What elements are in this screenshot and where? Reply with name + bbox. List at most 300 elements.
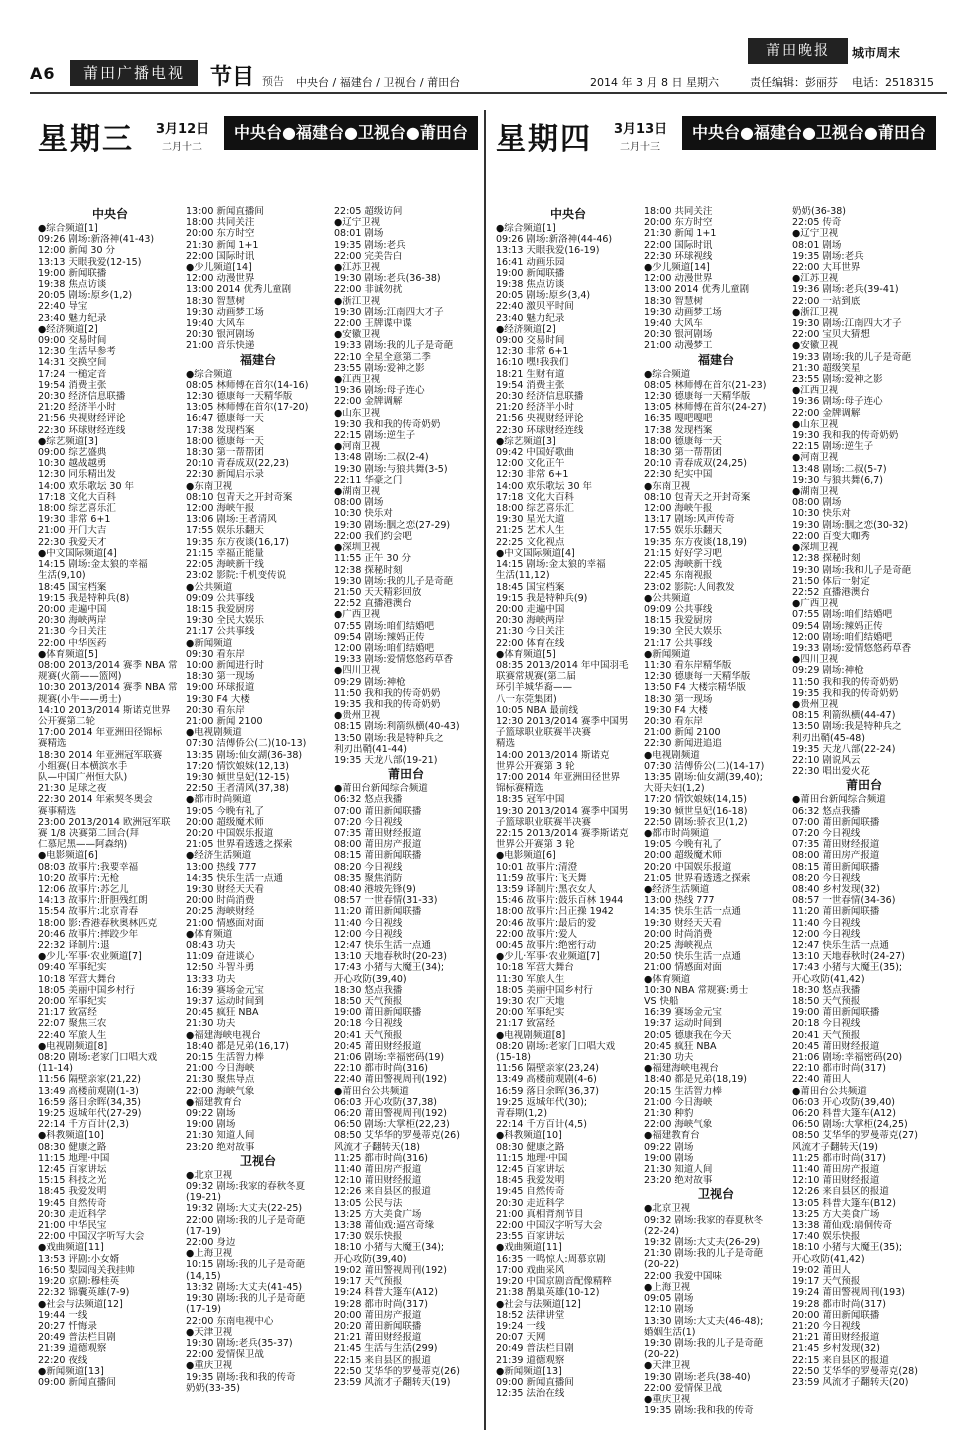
program-line: 21:30 剧场:我的儿子是奇葩 [644,1248,764,1260]
program-line: 22:00 爱情保卫战 [644,1382,722,1394]
channel-heading: ●贵州卫视 [334,710,381,722]
program-line: 19:00 剧场 [186,1119,236,1131]
program-line: 20:41 天气预报 [792,1029,861,1041]
program-line: 13:38 莆仙戏:扇侗传奇 [792,1220,893,1232]
program-line: 11:50 我和我的传奇奶奶 [792,676,899,688]
program-line: 19:20 京剧:穆桂英 [38,1276,120,1288]
program-line: 19:20 中国京剧音配像精粹 [496,1276,612,1288]
program-line: 19:30 剧场:江南四大才子 [792,318,902,330]
channel-heading: ●安徽卫视 [334,329,381,341]
program-line: 19:30 财经天天看 [644,917,722,929]
program-line: 11:09 奋进谈心 [186,951,255,963]
program-line: 22:00 宝贝大猜想 [792,329,870,341]
program-line: 20:45 疯狂 NBA [644,1040,717,1052]
program-line: 22:00 体育在线 [496,637,565,649]
program-line: 14:13 故事片:肝胆残红朗 [38,895,148,907]
program-line: 20:45 莆田财经报道 [792,1040,880,1052]
program-line: 21:20 今日视线 [792,1320,861,1332]
program-line: 18:05 美丽中国乡村行 [496,984,593,996]
program-line: 09:00 新闻直播间 [496,1376,574,1388]
program-line: 09:00 交易时间 [38,335,107,347]
program-line: 11:15 地理·中国 [496,1152,568,1164]
program-line: 12:38 探秘时刻 [792,553,861,565]
program-line: 06:32 悠点我播 [792,805,861,817]
program-line: 10:30 NBA 常规赛:勇士 [644,984,749,996]
program-line: 22:10 剧说风云 [792,754,861,766]
program-line: 18:00 综艺喜乐汇 [38,503,116,515]
channel-heading: ●浙江卫视 [334,295,381,307]
program-line: 19:35 剧场:老兵 [334,239,406,251]
program-line: 11:56 隔壁亲家(23,24) [496,1063,600,1075]
program-line: 19:37 运动时间到 [186,996,264,1008]
program-line: 08:00 莆田房产报道 [334,839,422,851]
program-line: (20-22) [644,1259,680,1271]
program-line: 08:30 健康之路 [496,1141,565,1153]
channel-heading: ●经济生活频道 [644,883,710,895]
program-line: 19:30 星光大道 [496,514,565,526]
program-line: 08:20 今日视线 [334,861,403,873]
program-line: (19-21) [186,1192,222,1204]
program-line: 19:33 剧场:我的儿子是奇葩 [792,351,912,363]
program-line: 12:10 莆田财经报道 [792,1175,880,1187]
program-line: 08:57 一世春情(34-36) [792,895,896,907]
program-line: 19:45 自然传奇 [496,1186,565,1198]
program-line: 20:30 看东岸 [644,715,703,727]
program-line: 12:26 来自县区的报道 [334,1186,431,1198]
program-line: 19:30 财经天天看 [186,883,264,895]
program-line: 18:30 2014 年亚洲冠军联赛 [38,749,163,761]
program-line: 18:10 小猪与大魔王(34); [334,1242,445,1254]
program-line: 18:10 小猪与大魔王(35); [792,1242,903,1254]
program-line: 生活(11,12) [496,570,550,582]
program-line: 22:30 环球财经连线 [38,424,126,436]
program-line: 19:30 2013/2014 赛季中国男 [496,805,629,817]
program-line: 19:30 剧场:老兵(38-40) [644,1371,751,1383]
channel-heading: ●重庆卫视 [186,1360,233,1372]
program-line: 22:40 莆田警视周刊(192) [334,1074,447,1086]
program-line: 11:40 莆田房产报道 [334,1164,422,1176]
program-line: 23:40 魅力纪录 [496,312,565,324]
program-line: 风流才子翻转天(19) [792,1141,879,1153]
program-line: 12:38 探秘时刻 [334,564,403,576]
program-line: 13:05 公民与法 [334,1197,403,1209]
program-line: 13:48 剧场:二叔(5-7) [792,463,887,475]
program-line: 子篮球职业联赛半决赛 [496,727,592,739]
channel-heading: ●中文国际频道[4] [38,547,117,559]
program-line: 19:30 剧场:老兵(36-38) [334,273,441,285]
program-line: 13:10 天地春秋时(20-23) [334,951,447,963]
program-line: 14:15 剧场:金太狼的幸福 [496,559,606,571]
program-line: 12:50 斗智斗勇 [186,962,255,974]
program-line: 21:00 音乐快递 [186,340,255,352]
program-line: 09:42 中国好歌曲 [496,447,574,459]
program-line: 23:20 绝对故事 [186,1141,255,1153]
program-line: 19:38 焦点访谈 [38,279,107,291]
channel-heading: ●福建海峡电视台 [644,1063,719,1075]
program-line: 07:30 洁傅侨公(二)(14-17) [644,760,765,772]
program-line: 19:30 F4 大楼 [644,704,708,716]
program-line: 08:05 林师傅在首尔(14-16) [186,379,309,391]
program-line: 18:00 德康每一天 [644,435,722,447]
program-line: 八一东莞集团) [496,693,557,705]
program-line: 19:30 剧场:我和儿子是奇葩 [792,564,912,576]
program-line: 13:48 剧场:二叔(2-4) [334,452,429,464]
program-line: 20:25 海峡财经 [186,906,255,918]
program-line: 22:30 环球视线 [644,250,713,262]
program-line: 18:00 共同关注 [186,217,255,229]
day-date: 3月12日 [156,122,210,137]
program-line: 19:00 新闻联播 [38,267,107,279]
program-line: 20:30 走近科学 [38,1208,107,1220]
program-line: 11:20 莆田新闻联播 [792,906,880,918]
program-line: 13:33 功夫 [186,973,236,985]
channel-heading: ●东南卫视 [186,480,233,492]
program-line: 21:50 体后一射定 [792,575,870,587]
program-line: 08:35 2013/2014 年中国羽毛 [496,659,629,671]
program-line: 12:10 剧场 [644,1304,694,1316]
program-line: 22:40 军旅人生 [38,1029,107,1041]
program-line: 13:35 剧场:仙女湖(36-38) [186,749,303,761]
program-line: 世界公开赛第 3 轮 [496,760,575,772]
program-line: 21:00 新闻 2100 [186,715,263,727]
program-line: 11:40 莆田房产报道 [792,1164,880,1176]
program-line: (11-14) [38,1063,74,1075]
program-line: 08:10 包青天之开封奇案 [186,491,293,503]
program-line: 20:25 海峡视点 [644,940,713,951]
program-line: 20:30 经济信息联播 [496,391,584,403]
program-line: 08:40 乡村发现(32) [792,883,880,895]
schedule-column [496,206,640,1434]
program-line: 09:09 公共事线 [186,592,255,604]
program-line: 10:15 剧场:我的儿子是奇葩 [186,1259,306,1271]
program-line: 22:15 剧场:逆生子 [792,441,874,453]
station-heading: 福建台 [697,352,734,367]
program-line: 22:00 中国汉字听写大会 [38,1231,145,1243]
program-line: 22:25 文化视点 [496,536,565,548]
program-line: 20:27 忏悔录 [38,1320,97,1332]
program-line: 12:30 2013/2014 赛季中国男 [496,715,629,727]
program-line: 13:13 天眼我爱(16-19) [496,245,600,257]
program-line: 22:15 来自县区的报道 [792,1354,889,1366]
channel-heading: ●上海卫视 [186,1248,233,1260]
program-line: 利刃出鞘(41-44) [334,743,408,755]
program-line: 16:39 赛场金元宝 [186,984,264,996]
program-line: 09:54 剧场:辣妈正传 [334,631,425,643]
program-line: 22:00 海峡气象 [644,1119,713,1131]
program-line: 10:30 越战越勇 [38,458,107,470]
program-line: 13:38 莆仙戏:逼宫奇缘 [334,1220,435,1232]
program-line: 奶奶(33-35) [186,1382,241,1394]
program-line: 06:50 剧场:大掌柜(24,25) [792,1119,908,1131]
program-line: 13:50 剧场:我是特种兵之 [792,721,902,733]
program-line: 19:30 我和我的传奇奶奶 [792,430,899,442]
program-line: 19:00 环球报道 [186,682,255,694]
program-line: 赛精选 [38,738,67,750]
program-line: 赛 1/8 决赛第二回合(拜 [38,827,140,839]
program-line: 12:00 海峡午报 [186,503,255,515]
program-line: 13:35 剧场:仙女湖(39,40); [644,771,763,783]
program-line: 22:00 身边 [186,1237,236,1249]
program-line: 开心攻防(41,42) [792,1253,865,1265]
program-line: 20:50 快乐生活一点通 [644,951,741,963]
program-line: 19:15 我是特种兵(9) [496,592,588,604]
channel-heading: ●河南卫视 [792,452,839,464]
channel-heading: ●少儿·军事·农业频道[7] [496,951,600,963]
program-line: 09:22 剧场 [186,1108,236,1120]
channel-heading: ●综合频道[1] [38,223,98,234]
newspaper-page [30,38,947,1433]
channel-heading: ●少儿频道[14] [186,262,252,274]
program-line: 22:00 非诚勿扰 [334,284,403,296]
schedule-columns [38,206,478,1434]
program-line: 11:55 正午 30 分 [334,553,412,565]
day-name: 星期四 [496,122,592,157]
program-line: 21:30 超级笑星 [792,362,861,374]
program-line: 11:25 都市时尚(316) [334,1152,428,1164]
program-line: 08:00 剧场 [334,497,384,509]
program-line: 19:54 消费主张 [38,379,107,391]
channel-heading: ●都市时尚频道 [186,794,252,806]
program-line: (17-19) [186,1304,222,1316]
program-line: 16:59 落日余晖(34,35) [38,1096,142,1108]
program-line: 22:00 国际时讯 [644,239,713,251]
channel-heading: ●综艺频道[3] [38,435,98,447]
program-line: 19:35 剧场:我和我的传奇 [186,1371,296,1383]
program-line: 17:00 2014 年亚洲田径世界 [496,771,621,783]
program-line: 12:30 同乐精出发 [38,469,116,481]
program-line: VS 快船 [644,996,679,1008]
program-line: 21:45 生活与生活(299) [334,1343,438,1355]
program-line: 07:20 今日视线 [334,816,403,828]
paper-logo: 莆田广播电视 [70,60,198,86]
program-line: 20:20 莆田新闻联播 [334,1320,422,1332]
program-line: 13:00 新闻直播间 [186,206,264,217]
program-line: 20:00 走遍中国 [496,603,565,615]
program-line: 18:00 综艺喜乐汇 [496,503,574,515]
program-line: 07:35 莆田财经报道 [792,839,880,851]
channel-heading: ●体育频道 [644,973,691,985]
program-line: 16:35 嘎吧嘎吧 [644,413,713,425]
channel-list: 中央台 / 福建台 / 卫视台 / 莆田台 [296,76,461,89]
program-line: 12:00 文化正午 [496,458,565,470]
program-line: 19:35 东方夜谈(18,19) [644,536,748,548]
program-line: 22:00 金牌调解 [334,396,403,408]
channel-heading: ●四川卫视 [792,654,839,666]
channel-heading: ●综合频道 [644,368,691,380]
channel-heading: ●湖南卫视 [792,486,839,498]
program-line: 18:00 共同关注 [644,206,713,217]
program-line: 21:06 剧场:幸福密码(19) [334,1052,445,1064]
program-line: 12:35 法治在线 [496,1388,565,1400]
channel-heading: ●湖南卫视 [334,486,381,498]
program-line: 22:50 王者清风(37,38) [186,783,290,795]
channel-heading: ●电影频道[6] [496,850,556,862]
program-line: 07:30 洁傅侨公(二)(10-13) [186,738,307,750]
station-heading: 莆田台 [845,778,882,793]
program-line: 00:45 故事片:绝密行动 [496,940,597,951]
program-line: 20:00 东方时空 [644,217,713,229]
program-line: 22:30 新闻启示录 [186,469,264,481]
program-line: 18:21 生财有道 [496,368,565,380]
program-line: 21:30 功夫 [186,1018,236,1030]
program-line: 09:29 剧场:神枪 [792,665,864,677]
channel-heading: ●戏曲频道[11] [38,1242,104,1254]
program-line: 环引羊城华裔—— [496,682,573,694]
channel-heading: ●江苏卫视 [334,262,381,274]
program-line: 21:45 乡村发现(32) [792,1343,880,1355]
program-line: 08:15 利箭纵横(44-47) [792,710,896,722]
program-line: 20:07 天网 [496,1332,546,1344]
channel-heading: ●体育频道 [186,928,233,940]
program-line: 20:15 生活智力棒 [186,1052,264,1064]
channel-heading: ●江苏卫视 [792,273,839,285]
channel-heading: ●莆田台公共频道 [792,1085,867,1097]
program-line: 19:40 大风车 [186,318,245,330]
program-line: 12:45 百家讲坛 [496,1164,565,1176]
program-line: 09:32 剧场:我家的春秋冬夏 [186,1181,306,1193]
program-line: 10:30 快乐对 [334,508,393,520]
header-rule [30,92,947,94]
program-line: 14:35 快乐生活一点通 [186,872,283,884]
program-line: 10:30 2013/2014 赛季 NBA 常 [38,682,178,694]
program-line: 15:46 故事片:鼓乐百林 1944 [496,895,624,907]
program-line: 奶奶(36-38) [792,206,847,217]
program-line: 21:00 情感面对面 [186,917,264,929]
program-line: 22:10 都市时尚(316) [334,1063,428,1075]
program-line: 19:00 新闻联播 [496,267,565,279]
program-line: 22:15 2013/2014 赛季斯诺克 [496,827,629,839]
section-title: 节目 [210,65,255,90]
program-line: 08:50 艾华华的罗曼蒂克(26) [334,1130,460,1142]
program-line: 22:00 中华医药 [38,637,107,649]
program-line: 13:32 剧场:大丈夫(41-45) [186,1281,303,1293]
program-line: 20:30 走近科学 [496,1197,565,1209]
program-line: 22:00 东南电视中心 [186,1315,274,1327]
program-line: 07:55 剧场:咱们结婚吧 [792,609,893,621]
channel-heading: ●北京卫视 [186,1169,233,1181]
program-line: 17:18 文化大百科 [496,491,574,503]
program-line: (22-24) [644,1225,680,1237]
program-line: 17:40 娱乐快报 [792,1231,861,1243]
program-line: 20:10 青春成双(24,25) [644,458,748,470]
program-line: 12:30 非常 6+1 [496,469,569,481]
program-line: 09:05 剧场 [644,1293,694,1305]
program-line: 19:30 剧场:我的儿子是奇葩 [334,575,454,587]
program-line: 生活(9,10) [38,570,86,582]
program-line: 19:32 剧场:大丈夫(22-25) [186,1203,303,1215]
program-line: 23:59 风流才子翻转天(20) [792,1376,909,1388]
day-banner: 中央台●福建台●卫视台●莆田台 [682,116,936,150]
program-line: 19:35 剧场:我和我的传奇 [644,1405,754,1417]
program-line: 19:30 非常 6+1 [38,514,111,526]
channel-heading: ●体育频道[5] [496,648,556,660]
program-line: 19:28 都市时尚(317) [792,1298,886,1310]
program-line: 22:32 锦囊英雄(7-9) [38,1287,130,1299]
program-line: 17:20 情饮娘妹(12,13) [186,760,290,772]
program-line: 赛事精选 [38,805,77,817]
program-line: 22:15 来自县区的报道 [334,1354,431,1366]
program-line: 19:02 莆田人 [792,1264,851,1276]
channel-heading: ●河南卫视 [334,441,381,453]
program-line: 18:50 天气预报 [792,996,861,1008]
program-line: 联赛常规赛(第二届 [496,671,576,683]
program-line: 婚姻生活(1) [644,1326,696,1338]
program-line: 20:49 普法栏目剧 [496,1343,574,1355]
program-line: 08:35 聚焦消防 [334,872,403,884]
program-line: 19:33 剧场:爱情悠悠药草香 [334,654,454,666]
program-line: 19:30 全民大娱乐 [186,615,264,627]
channel-heading: ●社会与法频道[12] [38,1298,123,1310]
channel-heading: ●北京卫视 [644,1203,691,1215]
program-line: 19:30 剧场:我的儿子是奇葩 [644,1337,764,1349]
program-line: 19:30 全民大娱乐 [644,626,722,638]
program-line: 08:20 今日视线 [792,872,861,884]
program-line: 13:25 方大美食广场 [792,1208,880,1220]
program-line: 19:54 消费主张 [496,379,565,391]
program-line: (14,15) [186,1270,221,1282]
program-line: 14:00 欢乐歌坛 30 年 [38,480,135,492]
program-line: 21:21 莆田财经报道 [792,1332,880,1344]
program-line: 19:30 剧场:我的儿子是奇葩 [186,1293,306,1305]
program-line: 14:00 欢乐歌坛 30 年 [496,480,593,492]
program-line: 19:30 剧场:胭之恋(30-32) [792,519,909,531]
program-line: 21:00 今日海峡 [186,1063,255,1075]
channel-heading: ●体育频道[5] [38,648,98,660]
program-line: 20:49 普法栏目剧 [38,1332,116,1344]
program-line: 21:30 功夫 [644,1052,694,1064]
program-line: 23:02 影院:人间教发 [644,581,735,593]
program-line: 22:30 环球财经连线 [496,424,584,436]
program-line: 20:30 看东岸 [186,704,245,716]
program-line: 12:00 海峡午报 [644,503,713,515]
program-line: 16:35 一鸣惊人:周慕京剧 [496,1253,606,1265]
program-line: 19:02 莆田警视周刊(192) [334,1264,447,1276]
program-line: 13:05 林师傅在首尔(17-20) [186,402,309,414]
program-line: 12:30 生活早参考 [38,346,116,358]
program-line: 20:30 经济信息联播 [38,391,126,403]
program-line: 20:00 超级魔术师 [644,850,722,862]
program-line: 11:20 莆田新闻联播 [334,906,422,918]
program-line: 13:06 剧场:王者清风 [186,514,277,526]
program-line: 21:56 央视财经评论 [38,413,126,425]
program-line: 21:00 真相背剂节目 [496,1208,584,1220]
station-heading: 福建台 [239,352,276,367]
program-line: 16:59 落日余晖(36,37) [496,1085,600,1097]
program-line: 规赛(火箭——篮网) [38,671,122,683]
program-line: 风流才子翻转天(18) [334,1141,421,1153]
program-line: 12:47 快乐生活一点通 [792,940,889,951]
program-line: 20:00 时尚消费 [186,895,255,907]
program-line: 10:05 NBA 最前线 [496,704,579,716]
program-line: 13:05 林师傅在首尔(24-27) [644,402,767,414]
editor-phone: 电话：2518315 [852,76,934,89]
program-line: 22:20 夜线 [38,1354,88,1366]
program-line: 22:00 国际时讯 [186,250,255,262]
program-line: 17:30 娱乐快报 [334,1231,403,1243]
program-line: 21:30 今日关注 [496,626,565,638]
program-line: 09:29 剧场:神枪 [334,676,406,688]
program-line: 22:30 纪实中国 [644,469,713,481]
program-line: 20:18 今日视线 [334,1018,403,1030]
program-line: 22:00 完美告白 [334,250,403,262]
program-line: 19:17 天气预报 [792,1276,861,1288]
program-line: 23:20 绝对故事 [644,1175,713,1187]
program-line: 20:00 莆田新闻联播 [792,1309,880,1321]
program-line: 开心攻防(39,40) [334,973,407,985]
program-line: 20:00 走遍中国 [38,603,107,615]
channel-heading: ●广西卫视 [334,609,381,621]
brand-subtitle: 城市周末 [852,46,901,60]
